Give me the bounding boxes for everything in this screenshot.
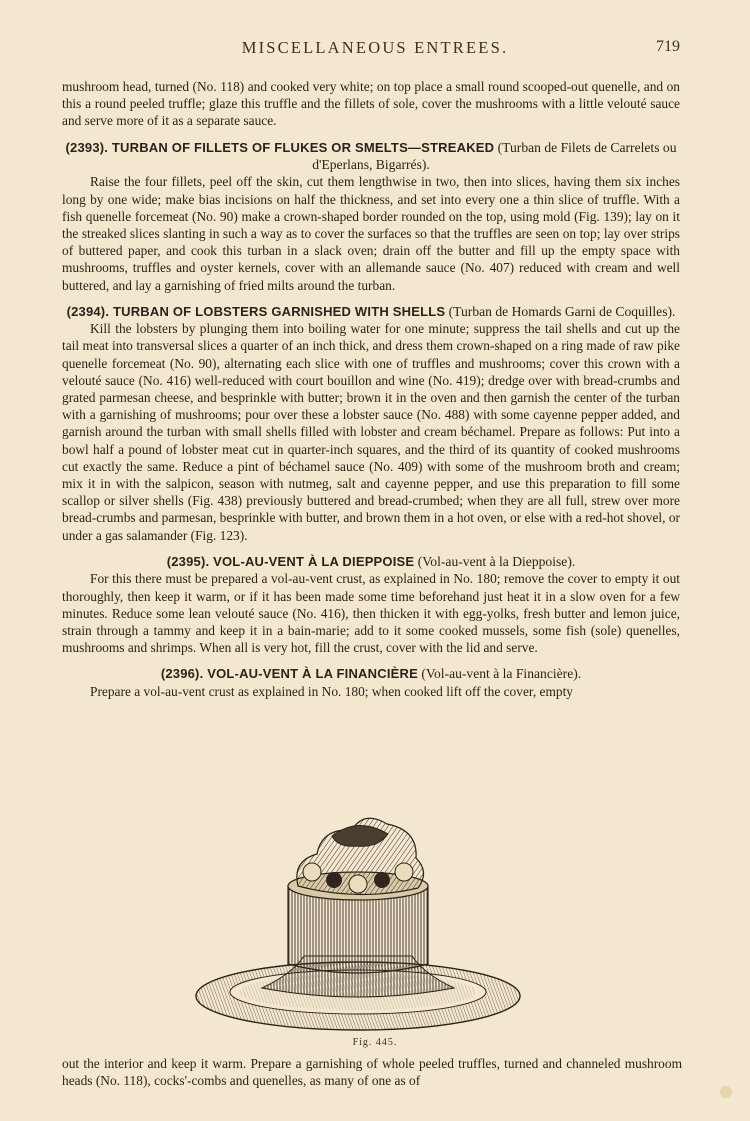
- page-number: 719: [656, 38, 680, 55]
- main-text: [62, 78, 680, 700]
- recipe-text-2394: Kill the lobsters by plunging them into boiling water for one minute; suppress the tail shells and cut up the tail meat into transversal slices a quarter of an inch thick, and dress them crown-shaped on a ring made of raw pike quenelle forcemeat (No. 90), alternating each slice with one of truffles and mushrooms; cover this crown with a velouté sauce (No. 416) well-reduced with court bouillon and wine (No. 419); dredge over with bread-crumbs and grated parmesan cheese, and besprinkle with butter; brown it in the oven and then garnish the center of the turban with a garnishing of mushrooms; pour over these a lobster sauce (No. 488) with some cayenne pepper added, and garnish around the turban with small shells filled with lobster and cream béchamel. Prepare as follows: Put into a bowl half a pound of lobster meat cut in quarter-inch squares, and the third of its quantity of cooked mushrooms cut exactly the same. Reduce a pint of béchamel sauce (No. 409) with some of the mushroom broth and cream; mix it in with the salpicon, season with nutmeg, salt and cayenne pepper, and use this preparation to fill some scallop or silver shells (Fig. 438) previously buttered and bread-crumbed; when they are all full, strew over more bread-crumbs and parmesan, besprinkle with butter, and brown them in a hot oven, or else with a red-hot shovel, or under a gas salamander (Fig. 123).: [62, 321, 680, 543]
- running-header: [0, 38, 750, 60]
- recipe-title: (2393). TURBAN OF FILLETS OF FLUKES OR SMELTS—STREAKED: [65, 139, 495, 155]
- recipe-subtitle: (Vol-au-vent à la Financière).: [421, 666, 582, 682]
- paper-stain: [720, 1086, 732, 1098]
- recipe-heading-2394: [62, 303, 680, 320]
- recipe-text-2393: Raise the four fillets, peel off the skin, cut them lengthwise in two, then into slices, having them six inches long by one wide; make bias incisions on half the thickness, and set into every one a thin slice of truffle. With a fish quenelle forcemeat (No. 90) make a crown-shaped border rounded on the top, using mold (Fig. 139); lay on it the streaked slices slanting in such a way as to cover the surfaces so that the truffles are seen on top; lay over strips of buttered paper, and cook this turban in a slack oven; drain off the butter and fill up the empty space with mushrooms, truffles and oyster kernels, cover with an allemande sauce (No. 407) reduced with cream and well buttered, and lay a garnishing of fried milts around the turban.: [62, 174, 680, 293]
- recipe-heading-2395: [62, 553, 680, 570]
- recipe-subtitle: (Turban de Homards Garni de Coquilles).: [448, 303, 676, 319]
- intro-paragraph: mushroom head, turned (No. 118) and cooked very white; on top place a small round scooped-out quenelle, and on this a round peeled truffle; glaze this truffle and the fillets of sole, cover the mushrooms with a little velouté sauce and serve more of it as a separate sauce.: [62, 79, 680, 129]
- recipe-subtitle: (Vol-au-vent à la Dieppoise).: [417, 553, 576, 569]
- continuation-text: out the interior and keep it warm. Prepare a garnishing of whole peeled truffles, turned and channeled mushroom heads (No. 118), cocks'-combs and quenelles, as many of one as of: [62, 1056, 682, 1089]
- vol-au-vent-illustration: [192, 806, 524, 1038]
- recipe-text-2396: Prepare a vol-au-vent crust as explained in No. 180; when cooked lift off the cover, empty: [90, 683, 573, 699]
- vol-au-vent-engraving: [192, 806, 524, 1038]
- recipe-heading-2396: [62, 665, 680, 682]
- running-title: MISCELLANEOUS ENTREES.: [241, 38, 509, 57]
- recipe-title: (2394). TURBAN OF LOBSTERS GARNISHED WITH SHELLS: [66, 303, 446, 319]
- recipe-text-2395: For this there must be prepared a vol-au-vent crust, as explained in No. 180; remove the cover to empty it out thoroughly, then keep it warm, or if it has been made some time beforehand just heat it in a slow oven for a few minutes. Reduce some lean velouté sauce (No. 416), then thicken it with egg-yolks, fresh butter and lemon juice, strain through a tammy and keep it in a bain-marie; add to it some cooked mussels, some fish (sole) quenelles, mushrooms and shrimps. When all is very hot, fill the crust, cover with the lid and serve.: [62, 571, 680, 656]
- recipe-heading-2393: [62, 139, 680, 174]
- recipe-subtitle: (Turban de Filets de Carrelets ou d'Eperlans, Bigarrés).: [312, 139, 677, 173]
- figure-caption: Fig. 445.: [352, 1037, 398, 1048]
- recipe-title: (2396). VOL-AU-VENT À LA FINANCIÈRE: [160, 666, 418, 682]
- recipe-title: (2395). VOL-AU-VENT À LA DIEPPOISE: [166, 553, 415, 569]
